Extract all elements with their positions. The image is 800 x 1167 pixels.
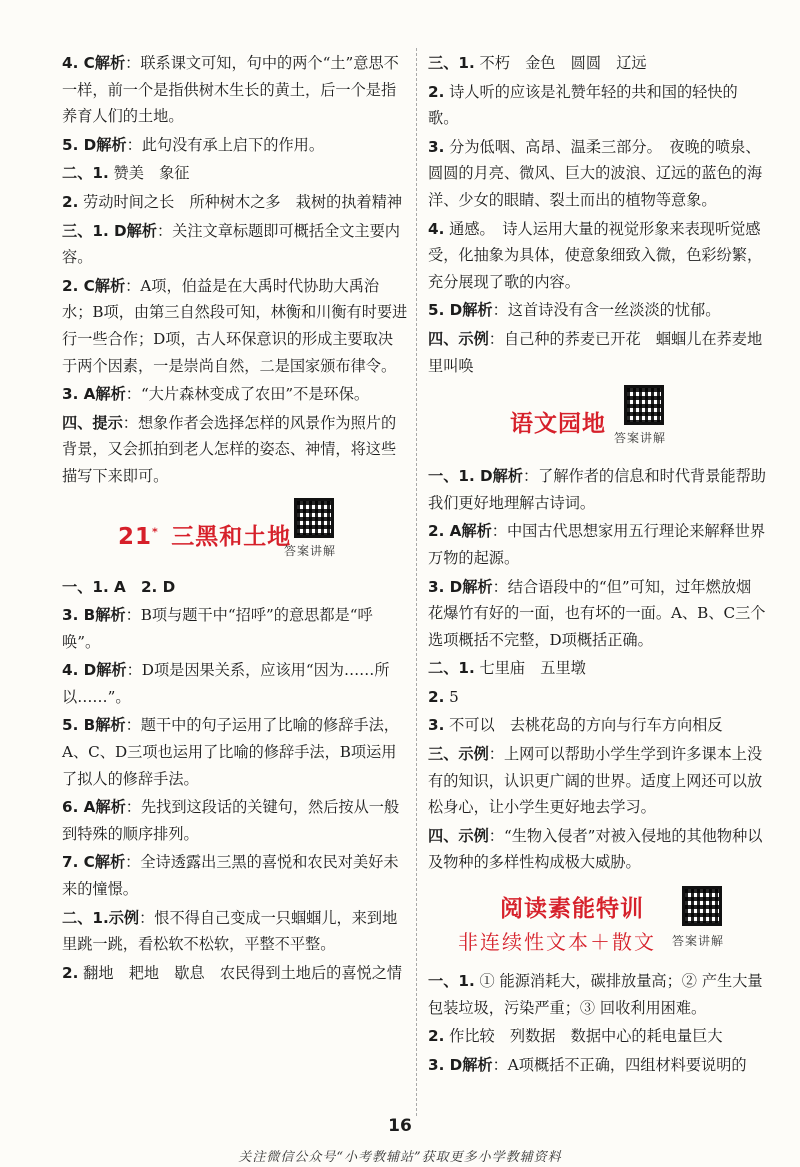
page-number: 16 xyxy=(388,1116,412,1136)
answer-label: 一、1. D xyxy=(428,467,493,486)
answer-item xyxy=(62,132,408,159)
answer-item xyxy=(62,410,408,490)
analysis-tag: 示例 xyxy=(458,745,489,764)
answer-label: 2. xyxy=(428,82,445,101)
answer-item xyxy=(62,960,408,987)
answer-item xyxy=(428,712,766,739)
answer-label: 2. xyxy=(428,687,445,706)
qr-code xyxy=(682,886,722,926)
analysis-tag: 解析 xyxy=(95,606,126,625)
answer-label: 2. xyxy=(62,192,79,211)
answer-text: ：这首诗没有含一丝淡淡的忧郁。 xyxy=(492,301,721,320)
answer-text: ：A项概括不正确，四组材料要说明的 xyxy=(492,1055,747,1074)
footer-note: 关注微信公众号“小考教辅站”获取更多小学教辅资料 xyxy=(238,1150,562,1165)
answer-item xyxy=(428,1052,766,1079)
answer-label: 4. xyxy=(428,219,445,238)
answer-item xyxy=(428,574,766,654)
answer-item xyxy=(428,1023,766,1050)
lesson-mark: * xyxy=(152,524,159,538)
answer-label: 3. D xyxy=(428,1055,463,1074)
answer-item xyxy=(428,518,766,571)
answer-text: ：关注文章标题即可概括全文主要内容。 xyxy=(62,221,400,267)
answer-text: 作比较 列数据 数据中心的耗电量巨大 xyxy=(444,1027,723,1046)
answer-text: ：“大片森林变成了农田”不是环保。 xyxy=(125,385,370,404)
analysis-tag: 提示 xyxy=(92,413,123,432)
answer-text: 诗人听的应该是礼赞年轻的共和国的轻快的歌。 xyxy=(428,82,738,128)
analysis-tag: 解析 xyxy=(95,716,126,735)
answer-text: 5 xyxy=(444,687,459,706)
answer-text: ：先找到这段话的关键句，然后按从一般到特殊的顺序排列。 xyxy=(62,798,400,843)
answer-text: 不朽 金色 圆圆 辽远 xyxy=(474,54,647,72)
answer-text: ：恨不得自己变成一只蝈蝈儿，来到地里跳一跳，看松软不松软，平整不平整。 xyxy=(62,908,398,954)
answer-text: ：自己种的荞麦已开花 蝈蝈儿在荞麦地里叫唤 xyxy=(428,329,763,375)
answer-label: 三、 xyxy=(428,745,459,764)
answer-label: 2. C xyxy=(62,276,95,295)
analysis-tag: 解析 xyxy=(492,467,523,486)
answer-text: 通感。 诗人运用大量的视觉形象来表现听觉感受，化抽象为具体，使意象细致入微，色彩纷繁，充分展现了歌的内容。 xyxy=(428,219,763,291)
answer-label: 一、1. A 2. D xyxy=(62,577,176,596)
answer-text: ：联系课文可知，句中的两个“土”意思不一样，前一个是指供树木生长的黄土，后一个是指养育人们的土地。 xyxy=(62,54,399,126)
answer-text: 不可以 去桃花岛的方向与行车方向相反 xyxy=(444,716,723,735)
answer-label: 二、1. xyxy=(62,908,109,927)
answer-text: ① 能源消耗大，碳排放量高；② 产生大量包装垃圾，污染严重；③ 回收利用困难。 xyxy=(428,972,763,1017)
answer-item xyxy=(62,381,408,408)
answer-label: 3. A xyxy=(62,385,96,404)
answer-item xyxy=(62,712,408,792)
training-title: 阅读素能特训 xyxy=(500,896,644,923)
answer-item xyxy=(62,574,408,601)
answer-label: 二、1. xyxy=(62,164,109,183)
answer-item xyxy=(62,794,408,847)
answer-text: ：了解作者的信息和时代背景能帮助我们更好地理解古诗词。 xyxy=(428,467,766,512)
answer-label: 5. D xyxy=(428,301,463,320)
answer-item xyxy=(62,50,408,130)
answer-item xyxy=(428,79,766,132)
analysis-tag: 示例 xyxy=(458,826,489,845)
answer-item xyxy=(62,905,408,958)
answer-item xyxy=(62,602,408,655)
answer-text: 劳动时间之长 所种树木之多 栽树的执着精神 xyxy=(78,192,403,211)
answer-item xyxy=(428,741,766,821)
answer-label: 4. C xyxy=(62,54,95,72)
answer-label: 5. B xyxy=(62,716,96,735)
analysis-tag: 解析 xyxy=(95,385,126,404)
lesson-number: 21 xyxy=(118,523,153,550)
answer-label: 3. xyxy=(428,137,445,156)
answer-item xyxy=(428,134,766,214)
answer-item xyxy=(62,273,408,379)
answer-item xyxy=(428,823,766,876)
analysis-tag: 解析 xyxy=(94,853,126,872)
lesson-heading xyxy=(62,496,408,570)
answer-item xyxy=(62,849,408,902)
analysis-tag: 解析 xyxy=(95,798,126,817)
qr-caption: 答案讲解 xyxy=(284,543,337,558)
answer-label: 6. A xyxy=(62,798,96,817)
analysis-tag: 解析 xyxy=(94,276,126,295)
answer-label: 3. xyxy=(428,716,445,735)
answer-label: 三、1. D xyxy=(62,221,127,240)
qr-code xyxy=(624,385,664,425)
analysis-tag: 解析 xyxy=(96,135,127,154)
left-column xyxy=(62,50,408,988)
answer-item xyxy=(428,50,766,77)
answer-label: 四、 xyxy=(428,329,459,348)
qr-caption: 答案讲解 xyxy=(672,934,725,949)
answer-item xyxy=(62,160,408,187)
analysis-tag: 解析 xyxy=(462,301,493,320)
answer-item xyxy=(428,297,766,324)
column-divider xyxy=(416,48,417,1116)
answer-label: 四、 xyxy=(62,413,93,432)
answer-item xyxy=(428,326,766,379)
answer-item xyxy=(62,657,408,710)
answer-label: 二、1. xyxy=(428,659,475,678)
right-column xyxy=(428,50,766,1080)
answer-text: 七里庙 五里墩 xyxy=(474,659,586,678)
answer-item xyxy=(428,216,766,296)
answer-text: ：“生物入侵者”对被入侵地的其他物种以及物种的多样性构成极大威胁。 xyxy=(428,826,763,872)
qr-code xyxy=(294,498,334,538)
answer-label: 7. C xyxy=(62,853,95,872)
analysis-tag: 解析 xyxy=(126,221,157,240)
lesson-name: 三黑和土地 xyxy=(171,523,292,550)
answer-label: 5. D xyxy=(62,135,97,154)
answer-item xyxy=(428,684,766,711)
answer-text: ：A项，伯益是在大禹时代协助大禹治水；B项，由第三自然段可知，林衡和川衡有时要进行一些合作；D项，古人环保意识的形成主要取决于两个因素，一是崇尚自然，二是国家颁布律令。 xyxy=(62,276,408,375)
answer-text: ：此句没有承上启下的作用。 xyxy=(126,135,325,154)
answer-label: 四、 xyxy=(428,826,459,845)
answer-item xyxy=(428,463,766,516)
answer-label: 3. D xyxy=(428,577,463,596)
answer-text: ：题干中的句子运用了比喻的修辞手法，A、C、D三项也运用了比喻的修辞手法，B项运用了拟人的修辞手法。 xyxy=(62,716,399,788)
analysis-tag: 解析 xyxy=(462,1055,493,1074)
answer-text: ：上网可以帮助小学生学到许多课本上没有的知识，认识更广阔的世界。适度上网还可以放松身心，让小学生更好地去学习。 xyxy=(428,745,763,817)
answer-label: 2. xyxy=(62,963,79,982)
answer-label: 3. B xyxy=(62,606,96,625)
answer-label: 一、1. xyxy=(428,972,475,991)
answer-text: ：D项是因果关系，应该用“因为……所以……”。 xyxy=(62,661,390,706)
analysis-tag: 解析 xyxy=(96,661,127,680)
qr-caption: 答案讲解 xyxy=(614,431,667,446)
answer-item xyxy=(62,218,408,271)
answer-label: 2. xyxy=(428,1027,445,1046)
analysis-tag: 解析 xyxy=(462,577,493,596)
answer-text: ：全诗透露出三黑的喜悦和农民对美好未来的憧憬。 xyxy=(62,853,399,899)
training-heading xyxy=(428,882,766,964)
answer-text: 翻地 耙地 歇息 农民得到土地后的喜悦之情 xyxy=(78,963,403,982)
analysis-tag: 解析 xyxy=(94,54,126,72)
answer-text: ：B项与题干中“招呼”的意思都是“呼唤”。 xyxy=(62,606,373,651)
answer-text: ：想象作者会选择怎样的风景作为照片的背景，又会抓拍到老人怎样的姿态、神情，将这些描写下来即可。 xyxy=(62,413,397,485)
answer-text: ：中国古代思想家用五行理论来解释世界万物的起源。 xyxy=(428,522,766,567)
section-heading xyxy=(428,385,766,459)
lesson-title xyxy=(118,518,291,551)
training-subtitle: 非连续性文本＋散文 xyxy=(458,930,656,955)
answer-text: ：结合语段中的“但”可知，过年燃放烟花爆竹有好的一面，也有坏的一面。A、B、C三个选项概括不完整，D项概括正确。 xyxy=(428,577,766,649)
analysis-tag: 示例 xyxy=(108,908,140,927)
analysis-tag: 解析 xyxy=(461,522,492,541)
answer-label: 4. D xyxy=(62,661,97,680)
answer-label: 2. A xyxy=(428,522,462,541)
analysis-tag: 示例 xyxy=(458,329,489,348)
answer-text: 分为低咽、高昂、温柔三部分。 夜晚的喷泉、圆圆的月亮、微风、巨大的波浪、辽远的蓝色的海洋、少女的眼睛、裂土而出的植物等意象。 xyxy=(428,137,763,209)
answer-text: 赞美 象征 xyxy=(108,164,190,183)
answer-item xyxy=(428,968,766,1021)
answer-label: 三、1. xyxy=(428,54,475,72)
answer-item xyxy=(62,189,408,216)
section-title: 语文园地 xyxy=(510,411,606,438)
answer-item xyxy=(428,655,766,682)
